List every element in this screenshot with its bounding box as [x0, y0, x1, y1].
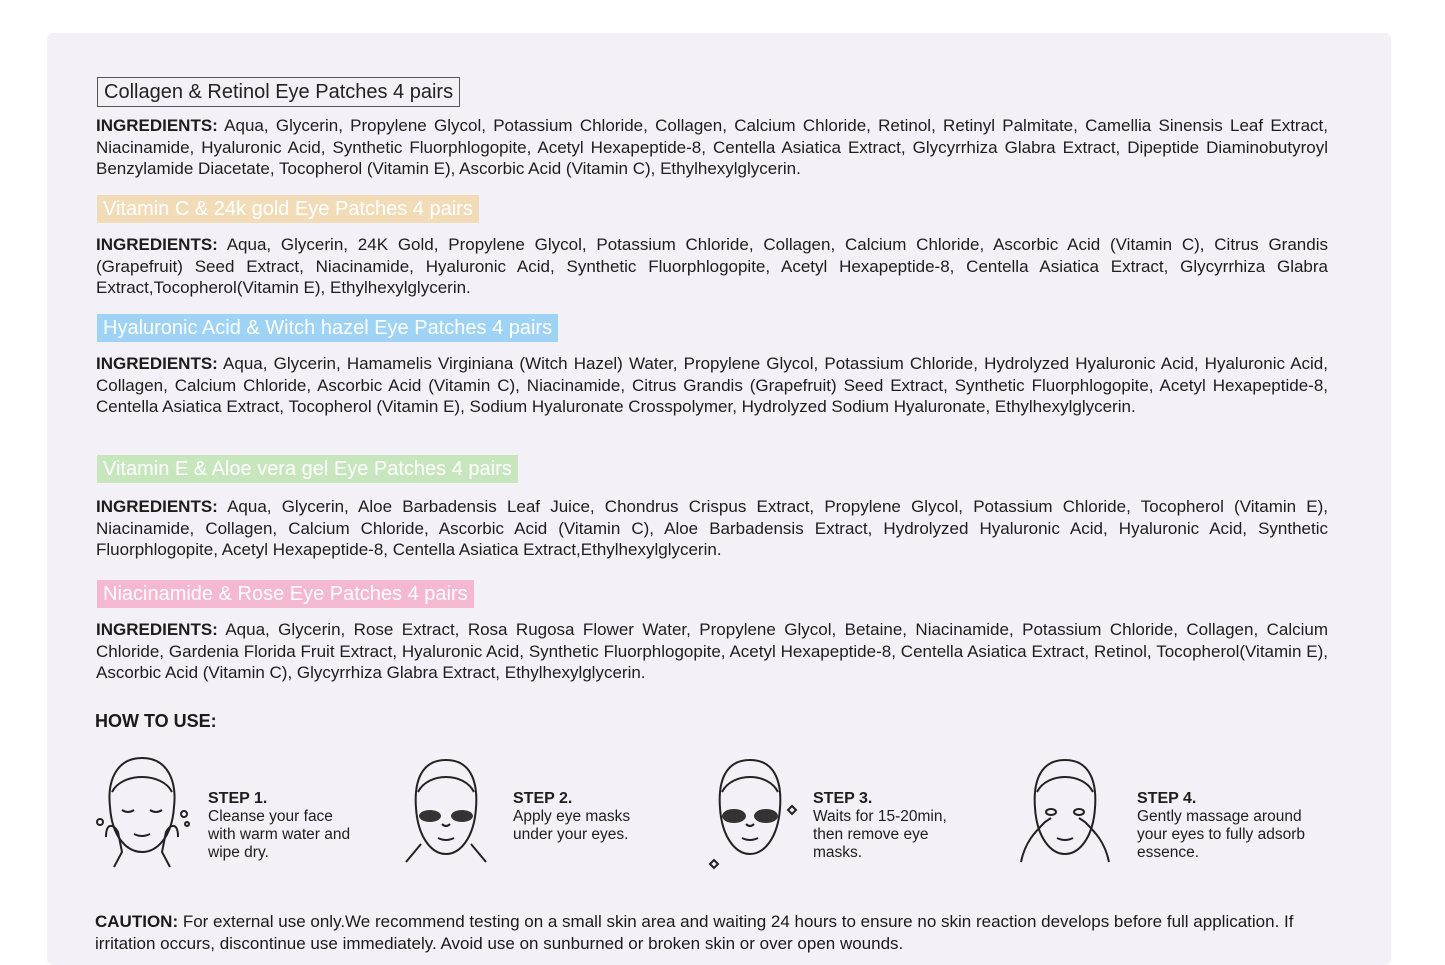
ingredients-text: Aqua, Glycerin, Hamamelis Virginiana (Witch Hazel) Water, Propylene Glycol, Potassium Chloride, Hydrolyzed Hyaluronic Acid, Hyaluronic Acid, Collagen, Calcium Chloride, Ascorbic Acid (Vitamin C), Niacinamide, Citrus Grandis (Grapefruit) Seed Extract, Synthetic Fluorphlogopite, Acetyl Hexapeptide-8, Centella Asiatica Extract, Tocopherol (Vitamin E), Sodium Hyaluronate Crosspolymer, Hydrolyzed Sodium Hyaluronate, Ethylhexylglycerin.	[96, 354, 1328, 416]
section-title-vitamin-e: Vitamin E & Aloe vera gel Eye Patches 4 pairs	[97, 455, 518, 483]
ingredients-label: INGREDIENTS:	[96, 235, 218, 254]
section-title-niacinamide: Niacinamide & Rose Eye Patches 4 pairs	[97, 580, 474, 608]
step-2	[513, 790, 653, 844]
caution-text	[95, 911, 1327, 954]
caution-label: CAUTION:	[95, 912, 179, 931]
step-1	[208, 790, 353, 862]
caution-body: For external use only.We recommend testing on a small skin area and waiting 24 hours to ensure no skin reaction develops before full application. If irritation occurs, discontinue use immediately. Avoid use on sunburned or broken skin or over open wounds.	[95, 912, 1294, 953]
face-waiting-icon	[700, 752, 800, 882]
step-text: Cleanse your face with warm water and wipe dry.	[208, 808, 351, 861]
face-massage-icon	[1015, 752, 1115, 882]
step-text: Apply eye masks under your eyes.	[513, 808, 631, 843]
face-washing-icon	[92, 752, 192, 882]
ingredients-collagen	[96, 115, 1328, 180]
step-label: STEP 3.	[813, 790, 873, 807]
how-to-use-heading: HOW TO USE:	[95, 711, 217, 731]
face-eye-mask-icon	[396, 752, 496, 882]
ingredients-vitamin-e	[96, 496, 1328, 561]
ingredients-vitamin-c	[96, 234, 1328, 299]
section-title-vitamin-c: Vitamin C & 24k gold Eye Patches 4 pairs	[97, 195, 479, 223]
ingredients-label: INGREDIENTS:	[96, 620, 218, 639]
ingredients-label: INGREDIENTS:	[96, 497, 218, 516]
section-title-hyaluronic: Hyaluronic Acid & Witch hazel Eye Patches 4 pairs	[97, 314, 558, 342]
ingredients-text: Aqua, Glycerin, Propylene Glycol, Potassium Chloride, Collagen, Calcium Chloride, Retinol, Retinyl Palmitate, Camellia Sinensis Leaf Extract, Niacinamide, Hyaluronic Acid, Synthetic Fluorphlogopite, Acetyl Hexapeptide-8, Centella Asiatica Extract, Glycyrrhiza Glabra Extract, Dipeptide Diaminobutyroyl Benzylamide Diacetate, Tocopherol (Vitamin E), Ascorbic Acid (Vitamin C), Ethylhexylglycerin.	[96, 116, 1328, 178]
step-text: Gently massage around your eyes to fully adsorb essence.	[1137, 808, 1306, 861]
step-3	[813, 790, 973, 862]
ingredients-niacinamide	[96, 619, 1328, 684]
step-label: STEP 2.	[513, 790, 573, 807]
ingredients-text: Aqua, Glycerin, Aloe Barbadensis Leaf Juice, Chondrus Crispus Extract, Propylene Glycol, Potassium Chloride, Tocopherol (Vitamin E), Niacinamide, Collagen, Calcium Chloride, Ascorbic Acid (Vitamin C), Aloe Barbadensis Extract, Hydrolyzed Hyaluronic Acid, Hyaluronic Acid, Synthetic Fluorphlogopite, Acetyl Hexapeptide-8, Centella Asiatica Extract,Ethylhexylglycerin.	[96, 497, 1328, 559]
step-label: STEP 4.	[1137, 790, 1197, 807]
step-4	[1137, 790, 1327, 862]
ingredients-label: INGREDIENTS:	[96, 354, 218, 373]
section-title-collagen: Collagen & Retinol Eye Patches 4 pairs	[97, 77, 460, 107]
ingredients-text: Aqua, Glycerin, Rose Extract, Rosa Rugosa Flower Water, Propylene Glycol, Betaine, Niacinamide, Potassium Chloride, Collagen, Calcium Chloride, Gardenia Florida Fruit Extract, Hyaluronic Acid, Synthetic Fluorphlogopite, Acetyl Hexapeptide-8, Centella Asiatica Extract, Retinol, Tocopherol(Vitamin E), Ascorbic Acid (Vitamin C), Glycyrrhiza Glabra Extract, Ethylhexylglycerin.	[96, 620, 1328, 682]
ingredients-hyaluronic	[96, 353, 1328, 418]
ingredients-label: INGREDIENTS:	[96, 116, 218, 135]
ingredients-text: Aqua, Glycerin, 24K Gold, Propylene Glycol, Potassium Chloride, Collagen, Calcium Chloride, Ascorbic Acid (Vitamin C), Citrus Grandis (Grapefruit) Seed Extract, Niacinamide, Hyaluronic Acid, Synthetic Fluorphlogopite, Acetyl Hexapeptide-8, Centella Asiatica Extract, Glycyrrhiza Glabra Extract,Tocopherol(Vitamin E), Ethylhexylglycerin.	[96, 235, 1328, 297]
step-text: Waits for 15-20min, then remove eye masks.	[813, 808, 947, 861]
step-label: STEP 1.	[208, 790, 268, 807]
